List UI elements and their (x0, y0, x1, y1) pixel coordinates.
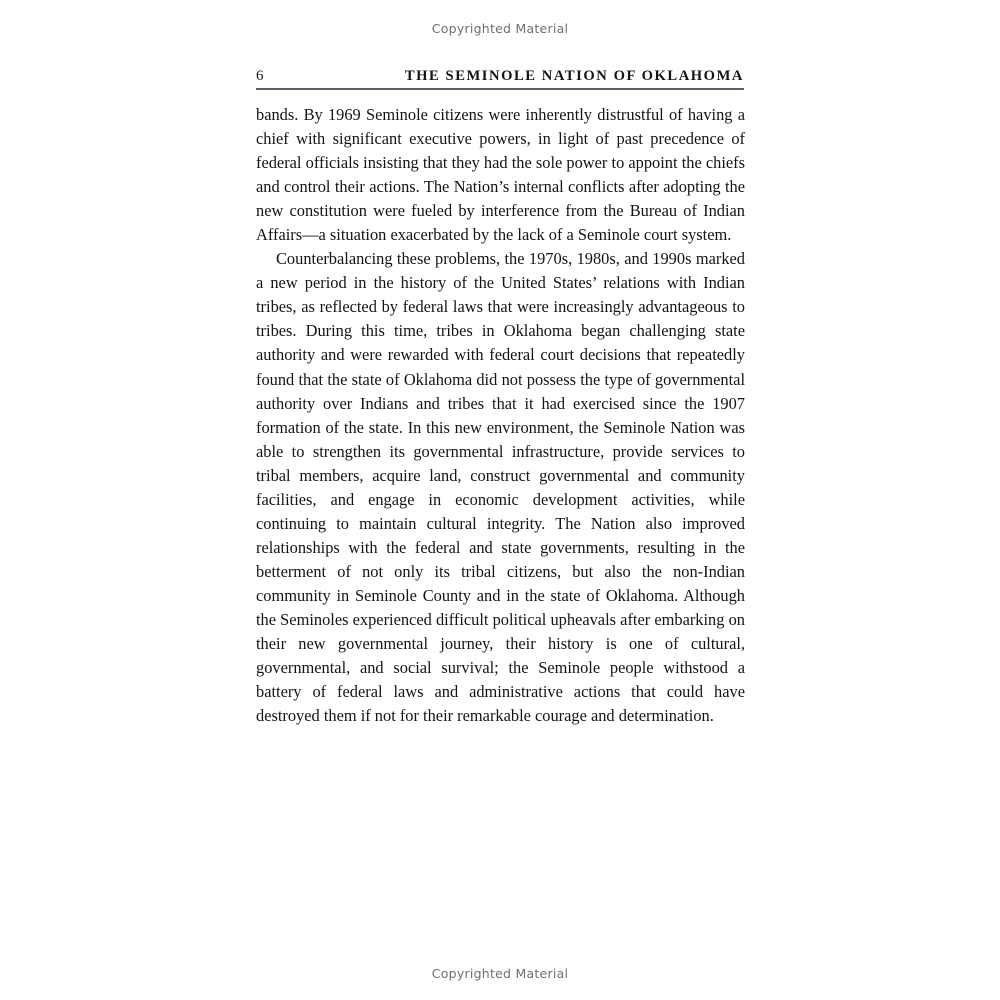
paragraph-counterbalancing: Counterbalancing these problems, the 1970s, 1980s, and 1990s marked a new period in the history of the United States’ relations with Indian tribes, as reflected by federal laws that were increasingly advantageous to tribes. During this time, tribes in Oklahoma began challenging state authority and were rewarded with federal court decisions that repeatedly found that the state of Oklahoma did not possess the type of governmental authority over Indians and tribes that it had exercised since the 1907 formation of the state. In this new environment, the Seminole Nation was able to strengthen its governmental infrastructure, provide services to tribal members, acquire land, construct governmental and community facilities, and engage in economic development activities, while continuing to maintain cultural integrity. The Nation also improved relationships with the federal and state governments, resulting in the betterment of not only its tribal citizens, but also the non-Indian community in Seminole County and in the state of Oklahoma. Although the Seminoles experienced difficult political upheavals after embarking on their new governmental journey, their history is one of cultural, governmental, and social survival; the Seminole people withstood a battery of federal laws and administrative actions that could have destroyed them if not for their remarkable courage and determination. (256, 249, 745, 726)
running-head (256, 66, 744, 92)
copyright-watermark-bottom: Copyrighted Material (431, 966, 569, 981)
copyright-watermark-top: Copyrighted Material (431, 21, 569, 36)
running-head-rule (256, 88, 744, 90)
page-number: 6 (256, 68, 264, 84)
running-head-title: THE SEMINOLE NATION OF OKLAHOMA (404, 68, 744, 84)
paragraph-continuation: bands. By 1969 Seminole citizens were inherently distrustful of having a chief with significant executive powers, in light of past precedence of federal officials insisting that they had the sole power to appoint the chiefs and control their actions. The Nation’s internal conflicts after adopting the new constitution were fueled by interference from the Bureau of Indian Affairs—a situation exacerbated by the lack of a Seminole court system. (256, 105, 745, 245)
body-text-column (256, 103, 745, 728)
